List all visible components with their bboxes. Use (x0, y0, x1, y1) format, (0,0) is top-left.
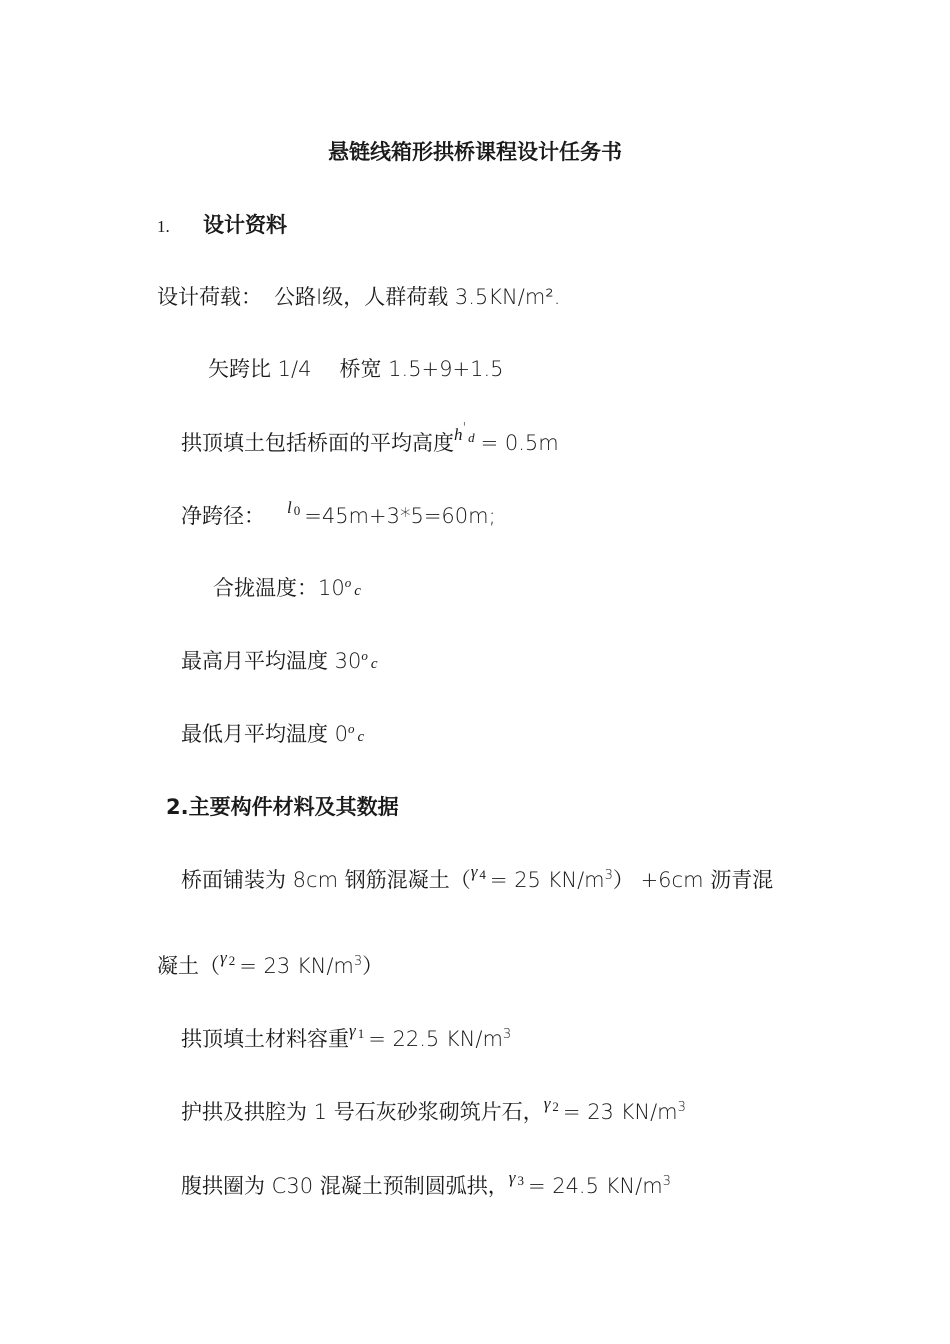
masonry-exp: 3 (677, 1100, 686, 1115)
min-temp-unit: c (357, 729, 365, 745)
deck-cont-text: 凝土（ (157, 954, 220, 978)
crown-fill-gamma-sub: 1 (357, 1026, 365, 1041)
fill-height-line (181, 421, 559, 461)
max-temp-line (181, 646, 378, 679)
section-2-heading: 2.主要构件材料及其数据 (166, 795, 399, 819)
min-temp-label: 最低月平均温度 0 (181, 722, 349, 746)
masonry-line (181, 1094, 686, 1130)
min-temp-line (181, 719, 364, 752)
deck-cont-value: = 23 KN/m (239, 954, 354, 978)
deck-pavement-cont-line (157, 948, 384, 984)
closure-temp-degree: o (344, 575, 352, 590)
clear-span-sub: 0 (293, 503, 301, 518)
design-load-line (157, 282, 560, 312)
deck-gamma-sub: 4 (479, 867, 486, 882)
rise-span-ratio: 矢跨比 1/4 (208, 357, 312, 381)
deck-value: = 25 KN/m (489, 868, 605, 892)
fill-height-var: h (454, 425, 463, 444)
deck-cont-gamma-sub: 2 (228, 953, 236, 968)
max-temp-degree: o (361, 648, 368, 663)
fill-height-value: = 0.5m (480, 431, 559, 455)
fill-height-sub: d (468, 430, 475, 445)
web-arch-value: = 24.5 KN/m (527, 1174, 663, 1198)
web-arch-gamma-sub: 3 (517, 1173, 524, 1188)
deck-value-exp: 3 (604, 868, 613, 883)
web-arch-exp: 3 (662, 1174, 671, 1189)
deck-cont-gamma: γ (220, 948, 227, 967)
masonry-text: 护拱及拱腔为 1 号石灰砂浆砌筑片石， (181, 1100, 544, 1124)
clear-span-var: l (287, 498, 292, 517)
deck-gamma-symbol: γ (470, 862, 478, 881)
deck-pavement-line (181, 862, 774, 898)
fill-height-text: 拱顶填土包括桥面的平均高度 (181, 431, 454, 455)
crown-fill-gamma: γ (349, 1021, 356, 1040)
ratio-width-line (208, 354, 504, 384)
design-load-label: 设计荷载： (157, 285, 262, 309)
web-arch-line (181, 1168, 671, 1204)
crown-fill-text: 拱顶填土材料容重 (181, 1027, 349, 1051)
masonry-gamma-sub: 2 (552, 1099, 559, 1114)
fill-height-prime: ' (462, 421, 467, 436)
clear-span-value: =45m+3*5=60m; (304, 504, 496, 528)
closure-temp-line (213, 573, 361, 606)
deck-pavement-text-2: ） +6cm 沥青混 (612, 868, 774, 892)
bridge-width: 桥宽 1.5+9+1.5 (339, 357, 504, 381)
closure-temp-unit: c (354, 583, 361, 599)
deck-cont-exp: 3 (353, 954, 363, 969)
section-1-number: 1. (157, 217, 170, 236)
deck-cont-close: ） (362, 954, 384, 978)
closure-temp-label: 合拢温度：10 (213, 576, 345, 600)
section-1-heading (157, 210, 287, 242)
clear-span-label: 净跨径： (181, 504, 265, 528)
masonry-gamma: γ (543, 1094, 551, 1113)
masonry-value: = 23 KN/m (562, 1100, 678, 1124)
min-temp-degree: o (348, 721, 355, 736)
crown-fill-line (181, 1021, 512, 1057)
crown-fill-value: = 22.5 KN/m (368, 1027, 503, 1051)
document-title: 悬链线箱形拱桥课程设计任务书 (328, 140, 622, 164)
clear-span-line (181, 498, 496, 534)
max-temp-label: 最高月平均温度 30 (181, 649, 362, 673)
max-temp-unit: c (370, 656, 378, 672)
design-load-value: 公路Ⅰ级，人群荷载 3.5KN/m². (274, 285, 561, 309)
web-arch-text: 腹拱圈为 C30 混凝土预制圆弧拱， (181, 1174, 509, 1198)
web-arch-gamma: γ (508, 1168, 516, 1187)
section-1-title: 设计资料 (203, 213, 287, 237)
crown-fill-exp: 3 (502, 1027, 512, 1042)
deck-pavement-text: 桥面铺装为 8cm 钢筋混凝土（ (181, 868, 471, 892)
